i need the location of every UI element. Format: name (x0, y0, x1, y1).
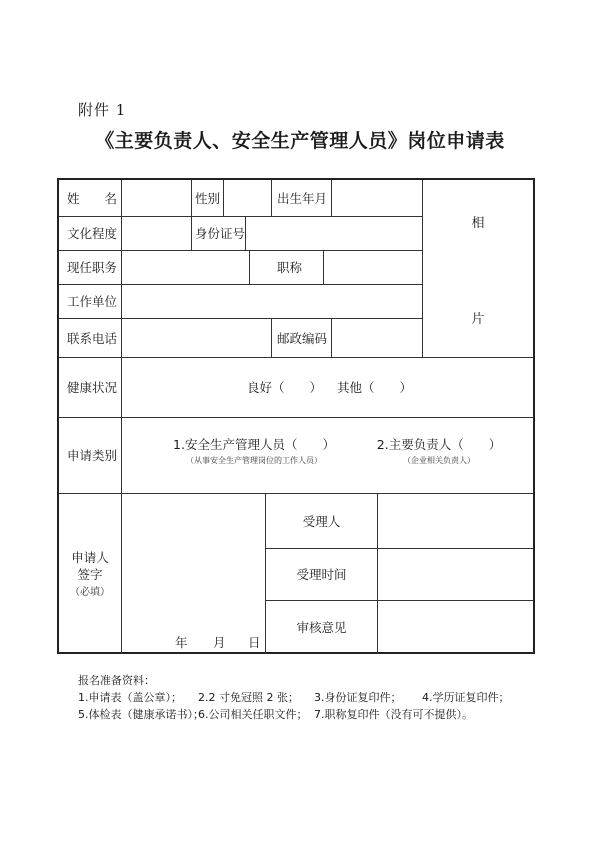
col-divider (191, 180, 192, 216)
note-item: 2.2 寸免冠照 2 张； (198, 691, 299, 704)
health-other-option: 其他（ ） (337, 380, 413, 395)
review-opinion-label: 审核意见 (296, 620, 347, 635)
note-item: 3.身份证复印件； (314, 691, 402, 704)
photo-label-bottom: 片 (471, 311, 485, 327)
note-item: 5.体检表（健康承诺书）； (78, 708, 204, 721)
col-divider (323, 250, 324, 284)
attachment-number: 附件 1 (78, 101, 127, 119)
category-option-safety-manager: 1.安全生产管理人员（ ） (173, 437, 335, 452)
employer-label: 工作单位 (67, 294, 118, 309)
col-divider (331, 318, 332, 357)
category-label: 申请类别 (67, 448, 118, 463)
notes-row-1 (78, 689, 510, 706)
name-label: 姓 名 (67, 191, 118, 206)
category-option-safety-manager-note: （从事安全生产管理岗位的工作人员） (186, 455, 322, 465)
id-number-label: 身份证号 (195, 226, 246, 241)
gender-label: 性别 (195, 191, 221, 206)
receive-time-label: 受理时间 (296, 567, 347, 582)
preparation-notes (78, 672, 510, 723)
col-divider (121, 180, 122, 654)
col-divider (271, 180, 272, 216)
title-rank-label: 职称 (277, 260, 303, 275)
col-divider (191, 216, 192, 250)
date-month-label: 月 (213, 635, 226, 650)
notes-row-2 (78, 706, 473, 723)
receiver-label: 受理人 (302, 513, 341, 529)
health-good-option: 良好（ ） (247, 380, 323, 395)
date-day-label: 日 (248, 635, 261, 650)
category-option-principal-note: （企业相关负责人） (403, 455, 475, 465)
note-item: 1.申请表（盖公章）； (78, 691, 182, 704)
note-item: 6.公司相关任职文件； (198, 708, 308, 721)
required-note: （必填） (70, 586, 110, 598)
date-year-label: 年 (175, 635, 188, 650)
education-label: 文化程度 (67, 226, 118, 241)
col-divider (223, 180, 224, 216)
col-divider (271, 318, 272, 357)
photo-label-top: 相 (471, 215, 485, 231)
signature-label: 签字 (77, 566, 103, 582)
col-divider (245, 216, 246, 250)
category-option-principal: 2.主要负责人（ ） (376, 437, 502, 452)
col-divider (249, 250, 250, 284)
postcode-label: 邮政编码 (277, 330, 328, 346)
col-divider (377, 493, 378, 654)
note-item: 7.职称复印件（没有可不提供）。 (314, 708, 473, 721)
note-item: 4.学历证复印件； (422, 691, 510, 704)
col-divider (331, 180, 332, 216)
form-title: 《主要负责人、安全生产管理人员》岗位申请表 (95, 130, 505, 152)
phone-label: 联系电话 (67, 330, 118, 346)
current-post-label: 现任职务 (67, 260, 118, 275)
health-label: 健康状况 (67, 380, 118, 395)
row-divider (59, 417, 533, 418)
birth-label: 出生年月 (277, 191, 328, 206)
applicant-label: 申请人 (71, 549, 109, 565)
application-form-table (57, 178, 535, 654)
notes-heading: 报名准备资料： (78, 674, 155, 687)
